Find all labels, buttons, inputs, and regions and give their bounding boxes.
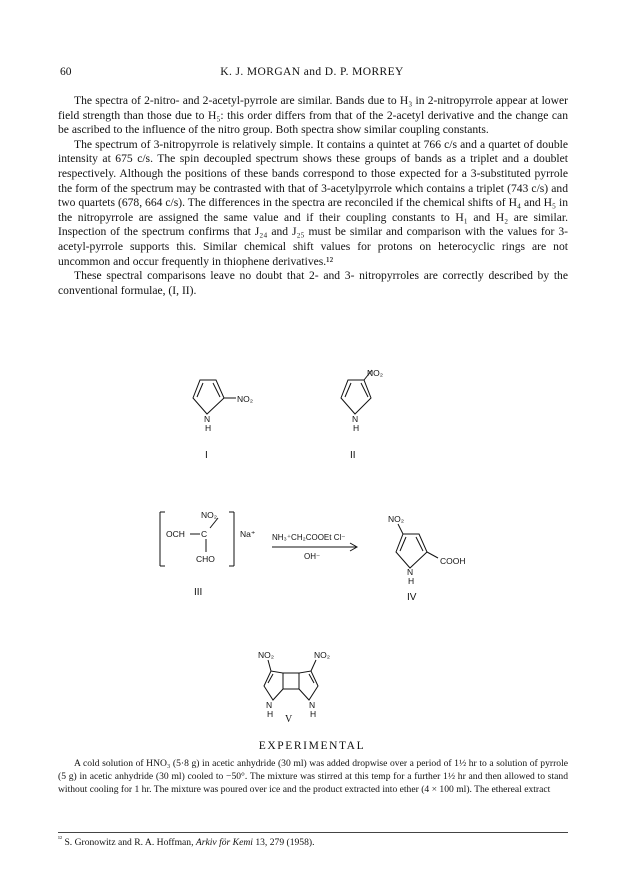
running-head: K. J. MORGAN and D. P. MORREY — [220, 66, 404, 78]
structure-V-hydrogen-right: H — [310, 709, 317, 719]
structure-V-hydrogen-left: H — [267, 709, 274, 719]
structure-V-rings — [264, 660, 318, 700]
structure-III-carbon: C — [201, 529, 208, 539]
structure-II-nitrogen: N — [352, 414, 359, 424]
structure-II-hydrogen: H — [353, 423, 360, 433]
paragraph-3-nitropyrrole: The spectrum of 3-nitropyrrole is relatively simple. It contains a quintet at 766 c/s and a quartet of double intensity at 675 c/s. The spin decoupled spectrum shows these groups of bands as a triplet and a doublet respectively. Although the positions of these bands correspond to those expected for a 3-substituted pyrrole the form of the spectrum may be contrasted with that of 3-acetylpyrrole which contains a triplet (743 c/s) and two quartets (678, 664 c/s). The differences in the spectra are reconciled if the chemical shifts of H₄ and H₅ in the nitropyrrole are assigned the same value and if their coupling constants to H₁ and H₂ are similar. Inspection of the spectrum confirms that J₂₄ and J₂₅ must be similar and comparison with the values for 3-acetyl-pyrrole supports this. Similar chemical shift values for protons on heterocyclic rings are not uncommon and occur frequently in thiophene derivatives.¹² — [58, 137, 568, 268]
structure-II-label: II — [350, 450, 356, 461]
structure-V-label: V — [285, 714, 293, 725]
footnote-citation: 13, 279 (1958). — [252, 837, 315, 849]
structure-III-label: III — [194, 587, 203, 598]
reagent-bottom: OH⁻ — [304, 552, 321, 561]
chemical-structures-diagram — [0, 368, 624, 728]
experimental-paragraph: A cold solution of HNO₃ (5·8 g) in acetic anhydride (30 ml) was added dropwise over a period of 1½ hr to a solution of pyrrole (5 g) in acetic anhydride (30 ml) cooled to −50°. The mixture was stirred at this temp for a further 1½ hr and then allowed to stand without cooling for 1 hr. The mixture was poured over ice and the product extracted into ether (4 × 100 ml). The ethereal extract — [58, 758, 568, 795]
structure-III-och: OCH — [166, 529, 185, 539]
footnote-journal: Arkiv för Kemi — [195, 837, 253, 849]
structure-V-no2-left: NO₂ — [258, 650, 275, 660]
reagent-top: NH₃⁺CH₂COOEt Cl⁻ — [272, 533, 346, 542]
structure-IV-label: IV — [407, 592, 417, 603]
structure-V-no2-right: NO₂ — [314, 650, 331, 660]
structure-I-ring — [193, 380, 236, 414]
paragraph-2-nitropyrrole: The spectra of 2-nitro- and 2-acetyl-pyrrole are similar. Bands due to H₃ in 2-nitropyrrole appear at lower field strength than those due to H₅: this order differs from that of the 2-acetyl derivative and the change can be ascribed to the influence of the nitro group. Both spectra show similar coupling constants. — [58, 94, 568, 137]
page-header — [60, 66, 564, 82]
footnote-rule — [58, 832, 568, 833]
body-text — [58, 94, 568, 298]
structure-IV-nitrogen: N — [407, 567, 414, 577]
structure-IV-cooh: COOH — [440, 556, 466, 566]
structure-IV-no2: NO₂ — [388, 514, 405, 524]
structure-I-hydrogen: H — [205, 423, 212, 433]
structure-III-sodium: Na⁺ — [240, 529, 256, 539]
structure-IV-ring — [396, 524, 438, 568]
structure-V-nitrogen-left: N — [266, 700, 273, 710]
experimental-heading: EXPERIMENTAL — [258, 740, 366, 752]
structure-III-cho: CHO — [196, 554, 215, 564]
structure-I-nitrogen: N — [204, 414, 211, 424]
footnote — [58, 836, 568, 848]
structure-III-no2: NO₂ — [201, 510, 218, 520]
reaction-arrow — [272, 543, 357, 551]
structure-V-nitrogen-right: N — [309, 700, 316, 710]
structure-II-no2: NO₂ — [367, 368, 384, 378]
structure-I-no2: NO₂ — [237, 394, 254, 404]
paragraph-conclusion: These spectral comparisons leave no doubt that 2- and 3- nitropyrroles are correctly described by the conventional formulae, (I, II). — [58, 269, 568, 297]
page-number: 60 — [60, 66, 72, 78]
footnote-marker: ¹² — [58, 836, 63, 843]
structure-IV-hydrogen: H — [408, 576, 415, 586]
experimental-text — [58, 758, 568, 796]
structure-I-label: I — [205, 450, 208, 461]
footnote-authors: S. Gronowitz and R. A. Hoffman, — [64, 837, 196, 849]
structure-figures — [0, 368, 624, 728]
